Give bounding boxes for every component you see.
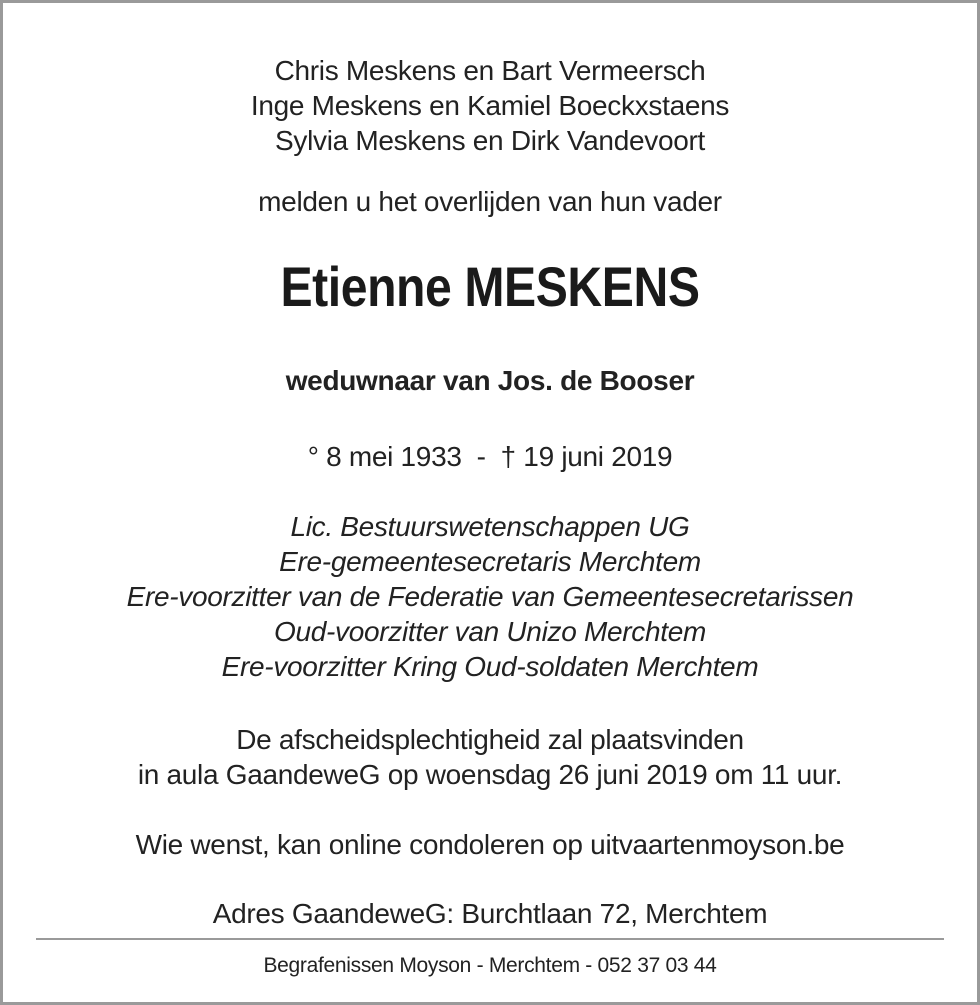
intro-text: melden u het overlijden van hun vader — [258, 186, 722, 217]
footer-text: Begrafenissen Moyson - Merchtem - 052 37 03 44 — [263, 954, 717, 977]
spouse-text: weduwnaar van Jos. de Booser — [285, 365, 695, 396]
announcer-line: Chris Meskens en Bart Vermeersch — [274, 55, 706, 86]
divider — [36, 938, 944, 940]
announcer-line: Sylvia Meskens en Dirk Vandevoort — [275, 125, 705, 156]
announcer-line: Inge Meskens en Kamiel Boeckxstaens — [250, 90, 730, 121]
ceremony-line: De afscheidsplechtigheid zal plaatsvinden — [236, 724, 744, 755]
ceremony-line: in aula GaandeweG op woensdag 26 juni 2019 om 11 uur. — [137, 759, 843, 790]
title-line: Lic. Bestuurswetenschappen UG — [290, 511, 690, 542]
condolence-text: Wie wenst, kan online condoleren op uitvaartenmoyson.be — [135, 829, 845, 860]
title-line: Ere-voorzitter Kring Oud-soldaten Merchtem — [221, 651, 759, 682]
title-line: Ere-voorzitter van de Federatie van Gemeentesecretarissen — [126, 581, 854, 612]
title-line: Oud-voorzitter van Unizo Merchtem — [273, 616, 707, 647]
title-line: Ere-gemeentesecretaris Merchtem — [279, 546, 701, 577]
deceased-name: Etienne MESKENS — [280, 255, 700, 318]
address-text: Adres GaandeweG: Burchtlaan 72, Merchtem — [212, 898, 768, 929]
life-dates: ° 8 mei 1933 - † 19 juni 2019 — [307, 441, 673, 472]
